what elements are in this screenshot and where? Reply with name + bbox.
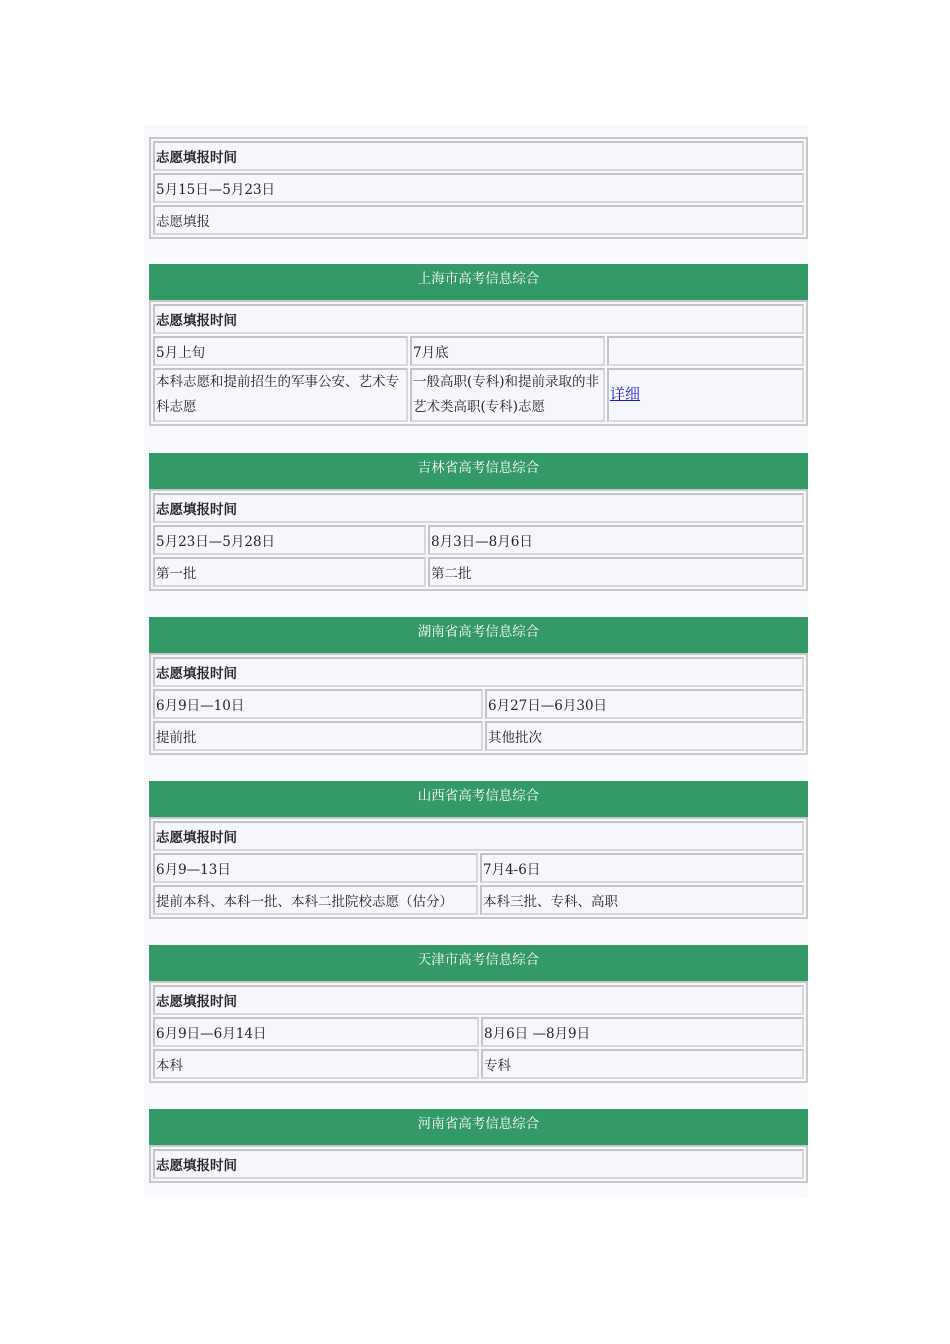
table-cell: 7月4-6日 [480,853,804,883]
schedule-table [149,137,808,239]
schedule-block-general [149,137,808,239]
schedule-block-shanghai [149,264,808,426]
table-cell: 8月6日 —8月9日 [481,1017,804,1047]
schedule-block-shanxi [149,781,808,919]
table-cell: 5月上旬 [153,336,408,366]
section-title: 湖南省高考信息综合 [149,617,808,653]
table-cell: 6月9—13日 [153,853,478,883]
table-cell: 本科 [153,1049,479,1079]
schedule-table [149,1145,808,1183]
table-cell: 6月9日—6月14日 [153,1017,479,1047]
schedule-table [149,300,808,426]
table-cell: 6月27日—6月30日 [485,689,804,719]
table-cell: 7月底 [410,336,605,366]
table-cell: 其他批次 [485,721,804,751]
table-cell: 5月15日—5月23日 [153,173,804,203]
section-title: 河南省高考信息综合 [149,1109,808,1145]
table-header: 志愿填报时间 [153,657,804,687]
schedule-block-tianjin [149,945,808,1083]
detail-link[interactable]: 详细 [610,385,641,403]
table-cell [607,336,804,366]
section-title: 天津市高考信息综合 [149,945,808,981]
document-page [144,125,808,1197]
schedule-table [149,981,808,1083]
table-cell: 志愿填报 [153,205,804,235]
schedule-table [149,489,808,591]
section-title: 吉林省高考信息综合 [149,453,808,489]
schedule-table [149,817,808,919]
schedule-block-henan [149,1109,808,1183]
table-header: 志愿填报时间 [153,1149,804,1179]
table-cell: 8月3日—8月6日 [428,525,804,555]
table-cell: 第二批 [428,557,804,587]
table-cell: 提前批 [153,721,483,751]
schedule-table [149,653,808,755]
schedule-block-jilin [149,453,808,591]
table-cell: 一般高职(专科)和提前录取的非艺术类高职(专科)志愿 [410,368,605,422]
table-header: 志愿填报时间 [153,141,804,171]
schedule-block-hunan [149,617,808,755]
table-header: 志愿填报时间 [153,821,804,851]
table-cell: 本科三批、专科、高职 [480,885,804,915]
table-cell: 5月23日—5月28日 [153,525,426,555]
section-title: 上海市高考信息综合 [149,264,808,300]
table-cell: 提前本科、本科一批、本科二批院校志愿（估分） [153,885,478,915]
section-title: 山西省高考信息综合 [149,781,808,817]
table-cell [607,368,804,422]
table-header: 志愿填报时间 [153,493,804,523]
table-cell: 专科 [481,1049,804,1079]
table-cell: 6月9日—10日 [153,689,483,719]
table-cell: 本科志愿和提前招生的军事公安、艺术专科志愿 [153,368,408,422]
table-header: 志愿填报时间 [153,304,804,334]
table-header: 志愿填报时间 [153,985,804,1015]
table-cell: 第一批 [153,557,426,587]
